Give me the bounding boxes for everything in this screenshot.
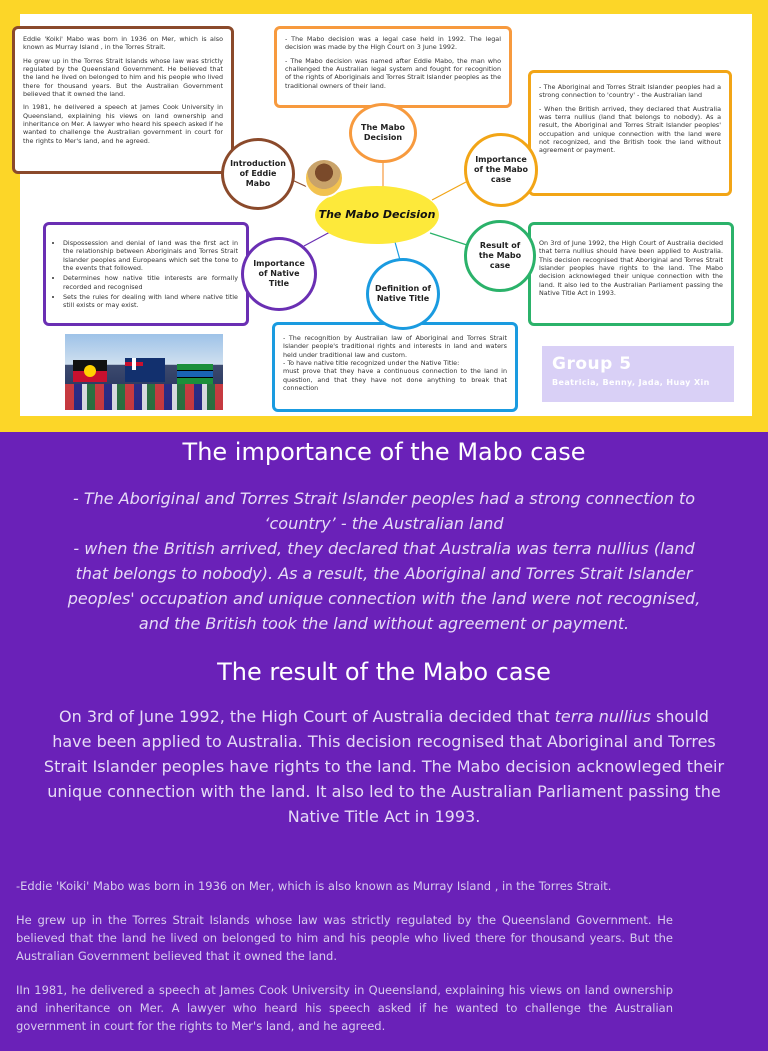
bio-paragraph-3: IIn 1981, he delivered a speech at James Cook University in Queensland, explaining his views on land ownership and inheritance on Mer. A lawyer who heard his speech asked if he wanted to challenge the Australian government in court for the rights to Mer's land, and he agreed. xyxy=(16,983,673,1033)
bubble-importance-case: Importance of the Mabo case xyxy=(464,133,538,207)
result-box xyxy=(528,222,734,326)
bubble-result-case: Result of the Mabo case xyxy=(464,220,536,292)
importance-text: - The Aboriginal and Torres Strait Islander peoples had a strong connection to ‘country’ - the Australian land - when the British arrived, they declared that Australia was terra nullius (land that belongs to nobody). As a result, the Aboriginal and Torres Strait Islander peoples' occupation and unique connection with the land were not recognised, and the British took the land without agreement or payment. xyxy=(67,489,701,633)
importance-title-item-3: • Sets the rules for dealing with land where native title still exists or may exist. xyxy=(63,293,238,310)
crowd-shape xyxy=(65,384,223,410)
eddie-mabo-portrait xyxy=(304,158,344,198)
decision-box xyxy=(274,26,512,108)
result-text xyxy=(40,704,728,829)
definition-box-text: - The recognition by Australian law of Aboriginal and Torres Strait Islander people's traditional rights and interests in land and waters held under traditional law and custom. - To have native title recognized under the Native Title: must prove that they have a continuous connection to the land in question, and that they have not done anything to break that connection xyxy=(283,334,507,392)
result-text-end: should have been applied to Australia. This decision recognised that Aboriginal and Torres Strait Islander peoples have rights to the land. The Mabo decision acknowleged their unique connection with the land. It also led to the Australian Parliament passing the Native Title Act in 1993. xyxy=(43,707,725,826)
intro-box-text-1: Eddie 'Koiki' Mabo was born in 1936 on Mer, which is also known as Murray Island , in the Torres Strait. xyxy=(23,35,223,52)
center-title: The Mabo Decision xyxy=(315,186,439,244)
importance-title-item-1: • Dispossession and denial of land was the first act in the relationship between Aboriginals and Torres Strait Islander peoples and Europeans which set the tone to the events that followed. xyxy=(63,239,238,272)
bio-paragraph-1: -Eddie 'Koiki' Mabo was born in 1936 on Mer, which is also known as Murray Island , in the Torres Strait. xyxy=(16,879,612,893)
result-box-text: On 3rd of June 1992, the High Court of Australia decided that terra nullius should have been applied to Australia. This decision recognised that Aboriginal and Torres Strait Islander peoples have rights to the land. The Mabo decision acknowleged their unique connection with the land. It also led to the Australian Parliament passing the Native Title Act in 1993. xyxy=(539,239,723,297)
bubble-definition: Definition of Native Title xyxy=(366,258,440,330)
group-title: Group 5 xyxy=(552,354,632,374)
intro-box-text-2: He grew up in the Torres Strait Islands whose law was strictly regulated by the Queensland Government. He believed that the land he lived on belonged to him and his people who lived there for thousand years. But the Australian Government believed that it owned the land. xyxy=(23,56,223,98)
group-members: Beatricia, Benny, Jada, Huay Xin xyxy=(552,378,710,387)
flags-crowd-photo xyxy=(65,334,223,410)
bio-section xyxy=(16,877,673,1051)
result-heading: The result of the Mabo case xyxy=(217,658,551,686)
bio-paragraph-2: He grew up in the Torres Strait Islands whose law was strictly regulated by the Queensland Government. He believed that the land he lived on belonged to him and his people who lived there for thousand years. But the Australian Government believed that it owned the land. xyxy=(16,913,673,963)
australian-flag-icon xyxy=(125,358,165,382)
aboriginal-flag-icon xyxy=(73,360,107,382)
importance-case-box xyxy=(528,70,732,196)
bubble-introduction: Introduction of Eddie Mabo xyxy=(221,138,295,210)
intro-box-text-3: In 1981, he delivered a speech at James Cook University in Queensland, explaining his views on land ownership and inheritance on Mer. A lawyer who heard his speech asked if he wanted to challenge the Australian government in court for the rights to Mer's land, and he agreed. xyxy=(23,103,223,145)
decision-box-text-2: - The Mabo decision was named after Eddie Mabo, the man who challenged the Australian legal system and fought for recognition of the rights of Aboriginals and Torres Strait Islander peoples as the traditional owners of their land. xyxy=(285,56,501,90)
importance-title-box xyxy=(43,222,249,326)
bubble-mabo-decision: The Mabo Decision xyxy=(349,103,417,163)
decision-box-text-1: - The Mabo decision was a legal case held in 1992. The legal decision was made by the High Court on 3 June 1992. xyxy=(285,35,501,52)
importance-case-box-text-2: - When the British arrived, they declared that Australia was terra nullius (land that belongs to nobody). As a result, the Aboriginal and Torres Strait Islander peoples' occupation and unique connection with the land were not recognized, and the British took the land without agreement or payment. xyxy=(539,104,721,155)
importance-heading: The importance of the Mabo case xyxy=(182,438,586,466)
definition-box xyxy=(272,322,518,412)
torres-strait-flag-icon xyxy=(177,364,213,384)
bubble-importance-title: Importance of Native Title xyxy=(241,237,317,311)
result-text-italic: terra nullius xyxy=(554,707,651,726)
group-label xyxy=(542,346,734,402)
importance-title-item-2: • Determines how native title interests are formally recorded and recognised xyxy=(63,274,238,291)
result-text-start: On 3rd of June 1992, the High Court of Australia decided that xyxy=(59,707,555,726)
importance-case-box-text-1: - The Aboriginal and Torres Strait Islander peoples had a strong connection to 'country' - the Australian land xyxy=(539,83,721,100)
intro-box xyxy=(12,26,234,174)
